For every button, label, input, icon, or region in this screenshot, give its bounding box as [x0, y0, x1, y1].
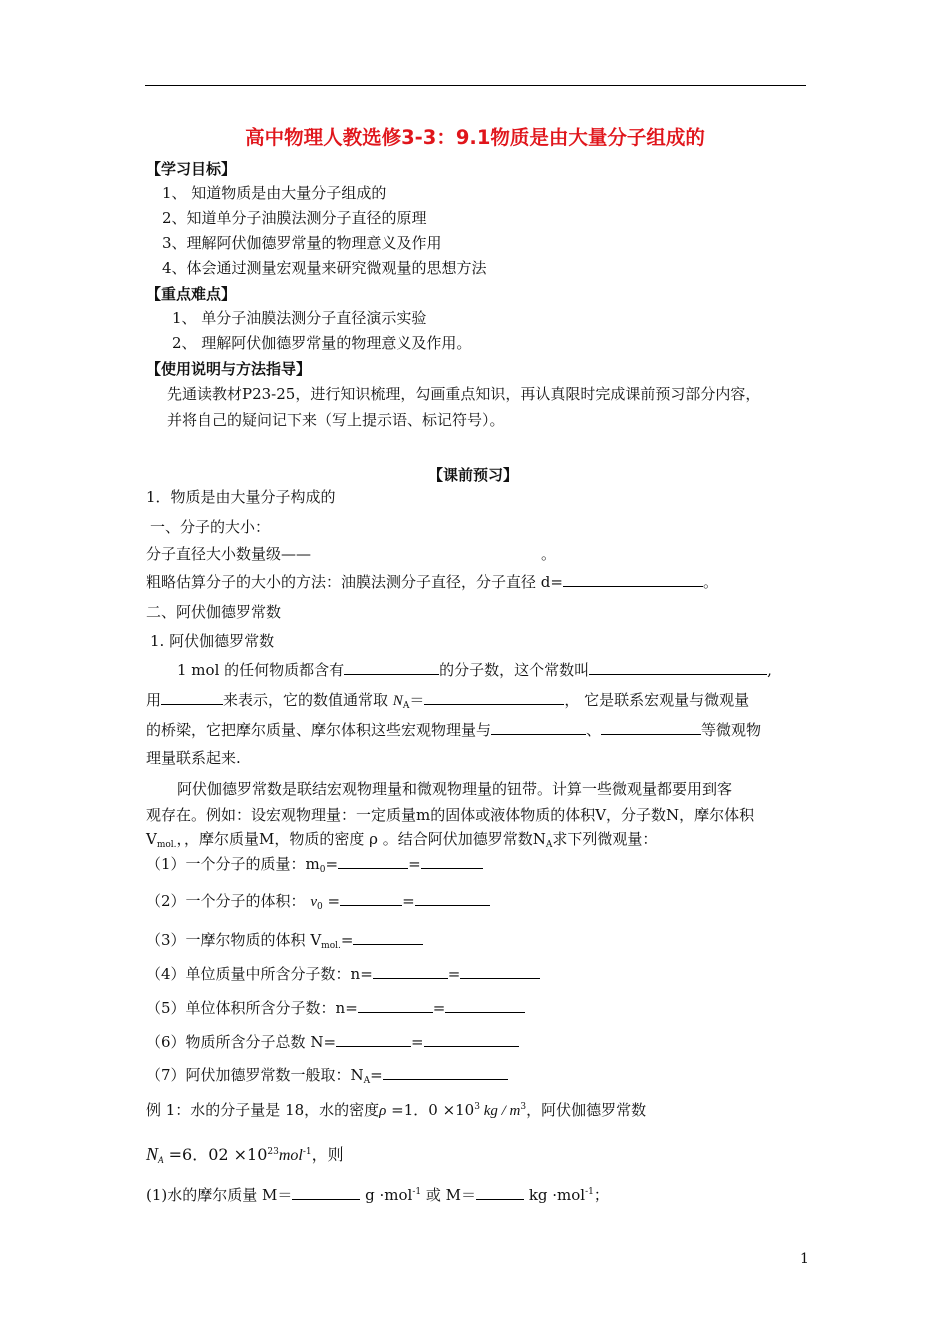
goal-item: 2、知道单分子油膜法测分子直径的原理: [162, 209, 427, 227]
example-formula: NA =6．$02 \times 10^{23}mol^{-1}$，则: [146, 1144, 344, 1165]
answer-blank[interactable]: [415, 890, 490, 906]
usage-text: 先通读教材P23-25，进行知识梳理，勾画重点知识，再认真限时完成课前预习部分内容，: [167, 385, 761, 403]
answer-blank[interactable]: [491, 719, 586, 735]
header-rule: [145, 85, 806, 86]
goal-item: 4、体会通过测量宏观量来研究微观量的思想方法: [162, 259, 487, 277]
answer-blank[interactable]: [563, 571, 703, 587]
answer-blank[interactable]: [340, 890, 402, 906]
answer-blank[interactable]: [589, 659, 767, 675]
question-item: （6）物质所含分子总数 N= =: [146, 1031, 519, 1052]
preview-paragraph: 分子直径大小数量级—— 。: [146, 545, 557, 563]
question-item: （7）阿伏加德罗常数一般取：$N_A=$: [146, 1064, 508, 1085]
answer-blank[interactable]: [353, 929, 423, 945]
usage-text: 并将自己的疑问记下来（写上提示语、标记符号）。: [167, 411, 505, 429]
preview-paragraph: 阿伏伽德罗常数是联结宏观物理量和微观物理量的钮带。计算一些微观量都要用到客: [177, 780, 733, 798]
document-title: 高中物理人教选修3-3：9.1物质是由大量分子组成的: [245, 126, 705, 149]
answer-blank[interactable]: [424, 1031, 519, 1047]
question-item: （5）单位体积所含分子数：n= =: [146, 997, 525, 1018]
answer-blank[interactable]: [336, 1031, 411, 1047]
preview-header: 【课前预习】: [428, 466, 519, 484]
preview-paragraph: 理量联系起来.: [146, 749, 241, 767]
preview-paragraph: 的桥梁，它把摩尔质量、摩尔体积这些宏观物理量与 、 等微观物: [146, 721, 762, 739]
answer-blank[interactable]: [601, 719, 701, 735]
question-item: （3）一摩尔物质的体积 $V_{mol.}=$: [146, 929, 423, 950]
question-item: （4）单位质量中所含分子数：n= =: [146, 963, 540, 984]
preview-paragraph: 一、分子的大小：: [150, 518, 271, 536]
answer-blank[interactable]: [344, 659, 439, 675]
example-question: (1)水的摩尔质量 M＝ g ·mol$^{-1}$ 或 M＝ kg ·mol$^{-1}$；: [146, 1186, 609, 1204]
answer-blank[interactable]: [161, 689, 223, 705]
preview-paragraph: 观存在。例如：设宏观物理量：一定质量m的固体或液体物质的体积V，分子数N，摩尔体积: [146, 806, 755, 824]
answer-blank[interactable]: [358, 997, 433, 1013]
preview-paragraph: 用 来表示，它的数值通常取 $N_A=$ ， 它是联系宏观量与微观量: [146, 691, 750, 711]
preview-paragraph: 粗略估算分子的大小的方法：油膜法测分子直径，分子直径 d= 。: [146, 573, 718, 591]
goal-item: 3、理解阿伏伽德罗常量的物理意义及作用: [162, 234, 442, 252]
answer-blank[interactable]: [292, 1184, 360, 1200]
answer-blank[interactable]: [373, 963, 448, 979]
example-text: 例 1：水的分子量是 18，水的密度ρ =1．$0 \times 10^3$ kg / $m^3$，阿伏伽德罗常数: [146, 1101, 647, 1119]
key-header: 【重点难点】: [146, 285, 237, 303]
key-item: 1、 单分子油膜法测分子直径演示实验: [172, 309, 427, 327]
question-item: （1）一个分子的质量：$m_0=$ =: [146, 853, 483, 874]
preview-paragraph: 二、阿伏伽德罗常数: [146, 603, 282, 621]
page-number: 1: [800, 1251, 809, 1267]
preview-paragraph: 1. 阿伏伽德罗常数: [150, 632, 275, 650]
preview-paragraph: $V_{mol.}$，，摩尔质量M，物质的密度 ρ 。结合阿伏加德罗常数$N_A$求下列微观量：: [146, 830, 658, 850]
goal-item: 1、 知道物质是由大量分子组成的: [162, 184, 387, 202]
usage-header: 【使用说明与方法指导】: [146, 360, 312, 378]
preview-paragraph: 1．物质是由大量分子构成的: [146, 488, 336, 506]
goals-header: 【学习目标】: [146, 160, 237, 178]
question-item: （2）一个分子的体积： $v_0$ = =: [146, 890, 490, 911]
answer-blank[interactable]: [445, 997, 525, 1013]
answer-blank[interactable]: [460, 963, 540, 979]
key-item: 2、 理解阿伏伽德罗常量的物理意义及作用。: [172, 334, 472, 352]
answer-blank[interactable]: [476, 1184, 524, 1200]
answer-blank[interactable]: [421, 853, 483, 869]
answer-blank[interactable]: [338, 853, 408, 869]
preview-paragraph: 1 mol 的任何物质都含有 的分子数，这个常数叫 ,: [177, 661, 772, 679]
answer-blank[interactable]: [424, 689, 564, 705]
answer-blank[interactable]: [383, 1064, 508, 1080]
